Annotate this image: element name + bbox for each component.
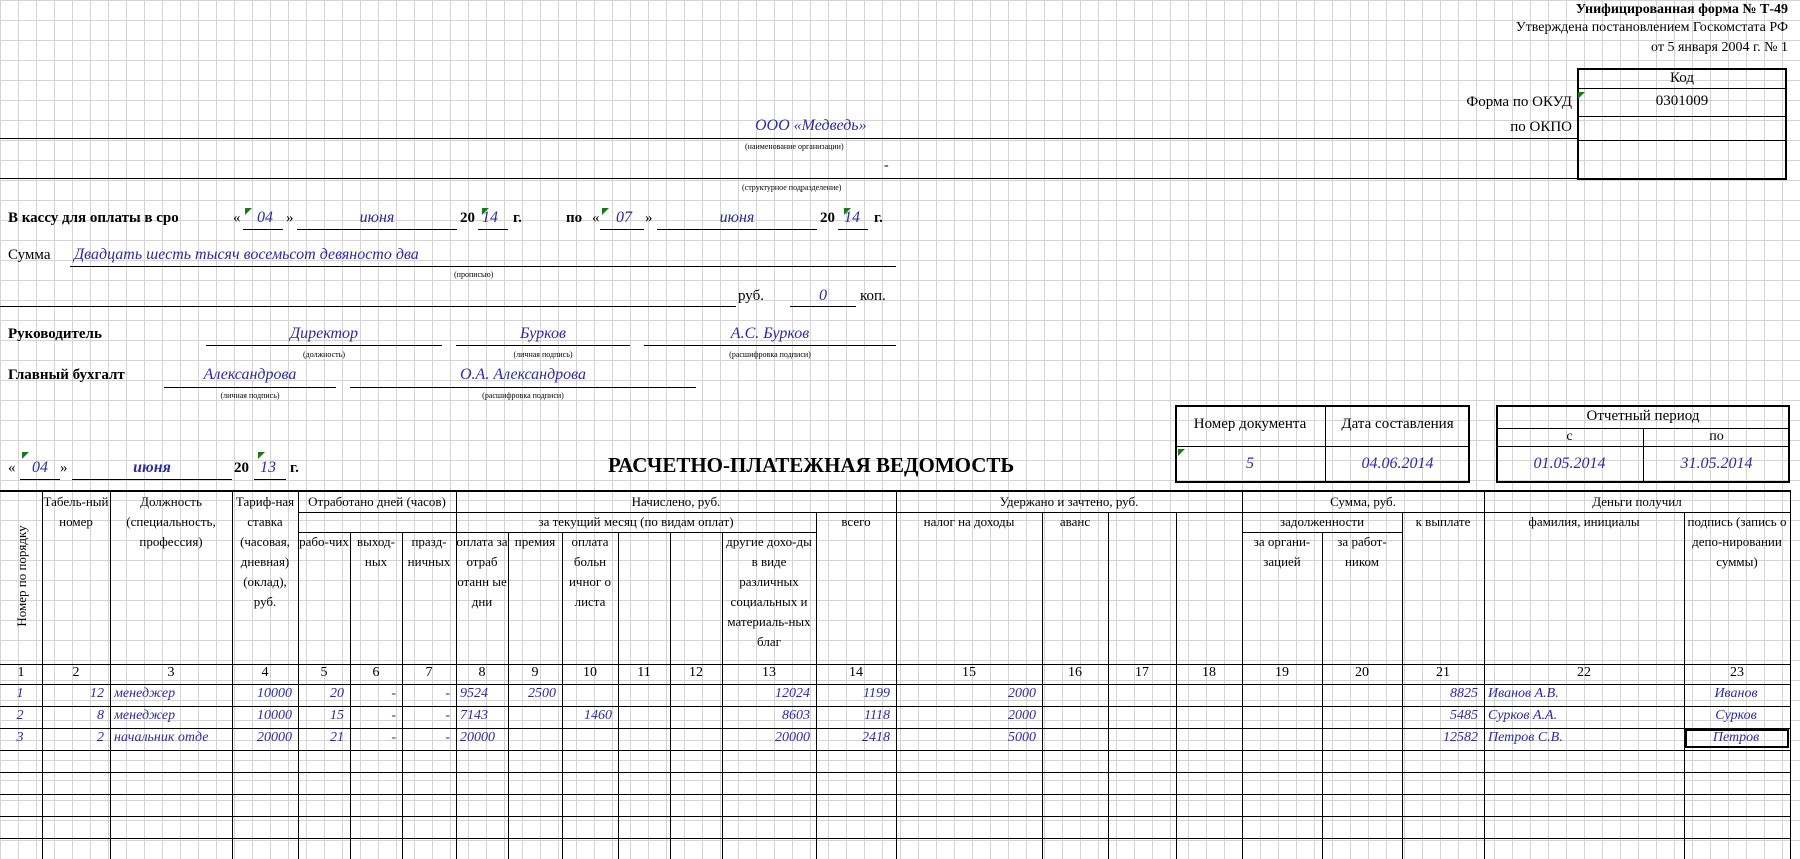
- kod-label: Код: [1670, 70, 1694, 86]
- subdivision[interactable]: -: [884, 158, 889, 173]
- weekend-days-cell[interactable]: -: [391, 686, 396, 701]
- header-debt-emp: за работ-ником: [1337, 534, 1387, 569]
- okud-label: Форма по ОКУД: [1466, 94, 1572, 110]
- total-accrued-cell[interactable]: 12024: [775, 686, 810, 701]
- header-total: всего: [841, 514, 871, 529]
- to-pay-cell[interactable]: 5485: [1450, 708, 1478, 723]
- column-number-19: 19: [1275, 665, 1289, 680]
- rub-label: руб.: [738, 288, 764, 304]
- form-type-line: Унифицированная форма № Т-49: [1575, 2, 1788, 17]
- head-position[interactable]: Директор: [289, 325, 359, 342]
- column-number-7: 7: [425, 665, 433, 680]
- kop-value[interactable]: 0: [819, 287, 827, 304]
- head-label: Руководитель: [8, 326, 102, 342]
- period-label: Отчетный период: [1586, 408, 1700, 424]
- okpo-label: по ОКПО: [1510, 119, 1572, 135]
- work-days-cell[interactable]: 15: [330, 708, 344, 723]
- header-worked: Отработано дней (часов): [308, 494, 446, 509]
- header-received: Деньги получил: [1592, 494, 1682, 509]
- pay-worked-cell[interactable]: 9524: [460, 686, 488, 701]
- to-day[interactable]: 07: [616, 209, 632, 226]
- pay-worked-cell[interactable]: 20000: [460, 730, 495, 745]
- to-pay-cell[interactable]: 12582: [1443, 730, 1478, 745]
- employee-name-cell[interactable]: Сурков А.А.: [1488, 708, 1558, 723]
- accountant-name-caption: (расшифровка подписи): [482, 391, 564, 400]
- header-num: Номер по порядку: [14, 525, 29, 627]
- column-number-12: 12: [689, 665, 703, 680]
- holiday-days-cell[interactable]: -: [445, 686, 450, 701]
- doc-quote-close: »: [60, 460, 68, 476]
- column-number-3: 3: [167, 665, 175, 680]
- from-year-prefix: 20: [460, 210, 475, 226]
- to-label: по: [566, 210, 583, 226]
- bonus-cell[interactable]: 2500: [528, 686, 556, 701]
- column-number-22: 22: [1577, 665, 1591, 680]
- period-from[interactable]: 01.05.2014: [1533, 455, 1606, 472]
- column-number-18: 18: [1202, 665, 1216, 680]
- column-number-21: 21: [1436, 665, 1450, 680]
- header-sum: Сумма, руб.: [1330, 494, 1396, 509]
- tab-number-cell[interactable]: 2: [97, 730, 104, 745]
- column-number-10: 10: [583, 665, 597, 680]
- to-pay-cell[interactable]: 8825: [1450, 686, 1478, 701]
- page-title: РАСЧЕТНО-ПЛАТЕЖНАЯ ВЕДОМОСТЬ: [608, 453, 1015, 477]
- income-tax-cell[interactable]: 1118: [864, 708, 890, 723]
- accountant-name[interactable]: О.А. Александрова: [459, 366, 586, 383]
- year-suffix-2: г.: [874, 210, 883, 226]
- column-number-5: 5: [320, 665, 328, 680]
- header-fio: фамилия, инициалы: [1528, 514, 1640, 529]
- header-bonus: премия: [514, 534, 556, 549]
- row-num-cell[interactable]: 2: [16, 708, 24, 723]
- employee-name-cell[interactable]: Петров С.В.: [1488, 730, 1563, 745]
- doc-quote-open: «: [8, 460, 16, 476]
- doc-date[interactable]: 04.06.2014: [1361, 455, 1434, 472]
- column-number-9: 9: [531, 665, 539, 680]
- header-rate: Тариф-ная ставка (часовая, дневная) (оклад), руб.: [235, 494, 295, 609]
- position-cell[interactable]: менеджер: [114, 686, 176, 701]
- header-other: другие дохо-ды в виде различных социальных и материаль-ных благ: [726, 534, 812, 649]
- quote-close-2: »: [645, 210, 653, 226]
- tab-number-cell[interactable]: 12: [90, 686, 104, 701]
- doc-number-label: Номер документа: [1193, 416, 1307, 432]
- column-number-14: 14: [849, 665, 863, 680]
- header-holiday: празд-ничных: [407, 534, 451, 569]
- selected-cell-outline: [1685, 729, 1789, 748]
- period-to-label: по: [1709, 429, 1724, 444]
- kop-label: коп.: [860, 288, 886, 304]
- column-number-16: 16: [1068, 665, 1082, 680]
- column-number-4: 4: [261, 665, 269, 680]
- header-work-days: рабо-чих: [299, 534, 349, 549]
- pay-period-label: В кассу для оплаты в сро: [8, 210, 179, 226]
- head-position-caption: (должность): [303, 350, 345, 359]
- accountant-signature-caption: (личная подпись): [220, 391, 280, 400]
- rate-cell[interactable]: 10000: [257, 708, 292, 723]
- employee-signature-cell[interactable]: Сурков: [1715, 708, 1757, 723]
- header-pay-worked: оплата за отраб отанн ые дни: [456, 534, 508, 609]
- holiday-days-cell[interactable]: -: [445, 708, 450, 723]
- advance-cell[interactable]: 2000: [1008, 708, 1036, 723]
- doc-month[interactable]: июня: [133, 459, 171, 476]
- header-sign: подпись (запись о депо-нировании суммы): [1687, 514, 1787, 569]
- doc-day[interactable]: 04: [32, 459, 48, 476]
- column-number-15: 15: [962, 665, 976, 680]
- doc-date-label: Дата составления: [1341, 416, 1454, 432]
- header-sick: оплата больн ичног о листа: [568, 534, 612, 609]
- doc-year-prefix: 20: [234, 460, 249, 476]
- doc-year-suffix: г.: [290, 460, 299, 476]
- holiday-days-cell[interactable]: -: [445, 730, 450, 745]
- rate-cell[interactable]: 10000: [257, 686, 292, 701]
- quote-open-2: «: [592, 210, 600, 226]
- to-month[interactable]: июня: [719, 209, 755, 226]
- row-num-cell[interactable]: 3: [16, 730, 24, 745]
- advance-cell[interactable]: 5000: [1008, 730, 1036, 745]
- column-number-1: 1: [17, 665, 25, 680]
- sum-words[interactable]: Двадцать шесть тысяч восемьсот девяносто два: [74, 246, 419, 263]
- to-year-prefix: 20: [820, 210, 835, 226]
- column-number-13: 13: [762, 665, 776, 680]
- column-number-11: 11: [637, 665, 651, 680]
- org-name[interactable]: ООО «Медведь»: [755, 117, 867, 134]
- row-num-cell[interactable]: 1: [16, 686, 24, 701]
- work-days-cell[interactable]: 20: [330, 686, 344, 701]
- form-date-line: от 5 января 2004 г. № 1: [1651, 40, 1788, 55]
- form-approval-line: Утверждена постановлением Госкомстата РФ: [1515, 20, 1788, 35]
- advance-cell[interactable]: 2000: [1008, 686, 1036, 701]
- income-tax-cell[interactable]: 1199: [863, 686, 890, 701]
- period-from-label: с: [1566, 429, 1573, 444]
- from-month[interactable]: июня: [359, 209, 395, 226]
- to-year[interactable]: 14: [844, 209, 860, 226]
- position-cell[interactable]: начальник отде: [114, 730, 209, 745]
- doc-number[interactable]: 5: [1246, 455, 1254, 472]
- position-cell[interactable]: менеджер: [114, 708, 176, 723]
- from-day[interactable]: 04: [257, 209, 273, 226]
- tab-number-cell[interactable]: 8: [97, 708, 104, 723]
- column-number-17: 17: [1135, 665, 1149, 680]
- header-income-tax: налог на доходы: [923, 514, 1015, 529]
- sick-pay-cell[interactable]: 1460: [584, 708, 612, 723]
- total-accrued-cell[interactable]: 8603: [782, 708, 810, 723]
- okud-value[interactable]: 0301009: [1655, 93, 1709, 109]
- quote-open: «: [233, 210, 241, 226]
- column-number-6: 6: [372, 665, 380, 680]
- header-accrued: Начислено, руб.: [631, 494, 721, 509]
- weekend-days-cell[interactable]: -: [391, 730, 396, 745]
- rate-cell[interactable]: 20000: [257, 730, 292, 745]
- header-debt: задолженности: [1279, 514, 1365, 529]
- header-tab: Табель-ный номер: [43, 494, 109, 529]
- head-name[interactable]: А.С. Бурков: [730, 325, 810, 342]
- header-withheld: Удержано и зачтено, руб.: [999, 494, 1139, 509]
- subdivision-caption: (структурное подразделение): [742, 183, 842, 192]
- weekend-days-cell[interactable]: -: [391, 708, 396, 723]
- from-year[interactable]: 14: [482, 209, 498, 226]
- column-number-23: 23: [1730, 665, 1744, 680]
- employee-name-cell[interactable]: Иванов А.В.: [1488, 686, 1559, 701]
- accountant-label: Главный бухгалт: [8, 367, 125, 383]
- org-name-caption: (наименование организации): [745, 142, 844, 151]
- header-weekend: выход-ных: [357, 534, 395, 569]
- employee-signature-cell[interactable]: Петров: [1712, 730, 1760, 745]
- doc-year[interactable]: 13: [260, 459, 276, 476]
- header-position: Должность (специальность, профессия): [126, 494, 216, 549]
- sum-caption: (прописью): [454, 270, 494, 279]
- work-days-cell[interactable]: 21: [330, 730, 344, 745]
- period-to[interactable]: 31.05.2014: [1680, 455, 1753, 472]
- head-name-caption: (расшифровка подписи): [729, 350, 811, 359]
- accountant-signature[interactable]: Александрова: [203, 366, 297, 383]
- column-number-2: 2: [72, 665, 80, 680]
- year-suffix: г.: [513, 210, 522, 226]
- header-debt-org: за органи-зацией: [1253, 534, 1311, 569]
- income-tax-cell[interactable]: 2418: [862, 730, 890, 745]
- header-advance: аванс: [1059, 514, 1091, 529]
- pay-worked-cell[interactable]: 7143: [460, 708, 488, 723]
- total-accrued-cell[interactable]: 20000: [775, 730, 810, 745]
- column-number-8: 8: [478, 665, 486, 680]
- column-number-20: 20: [1355, 665, 1369, 680]
- header-current-month: за текущий месяц (по видам оплат): [538, 514, 734, 529]
- head-signature[interactable]: Бурков: [520, 325, 566, 342]
- sum-label: Сумма: [8, 247, 51, 263]
- quote-close: »: [286, 210, 294, 226]
- header-to-pay: к выплате: [1415, 514, 1471, 529]
- employee-signature-cell[interactable]: Иванов: [1714, 686, 1758, 701]
- head-signature-caption: (личная подпись): [513, 350, 573, 359]
